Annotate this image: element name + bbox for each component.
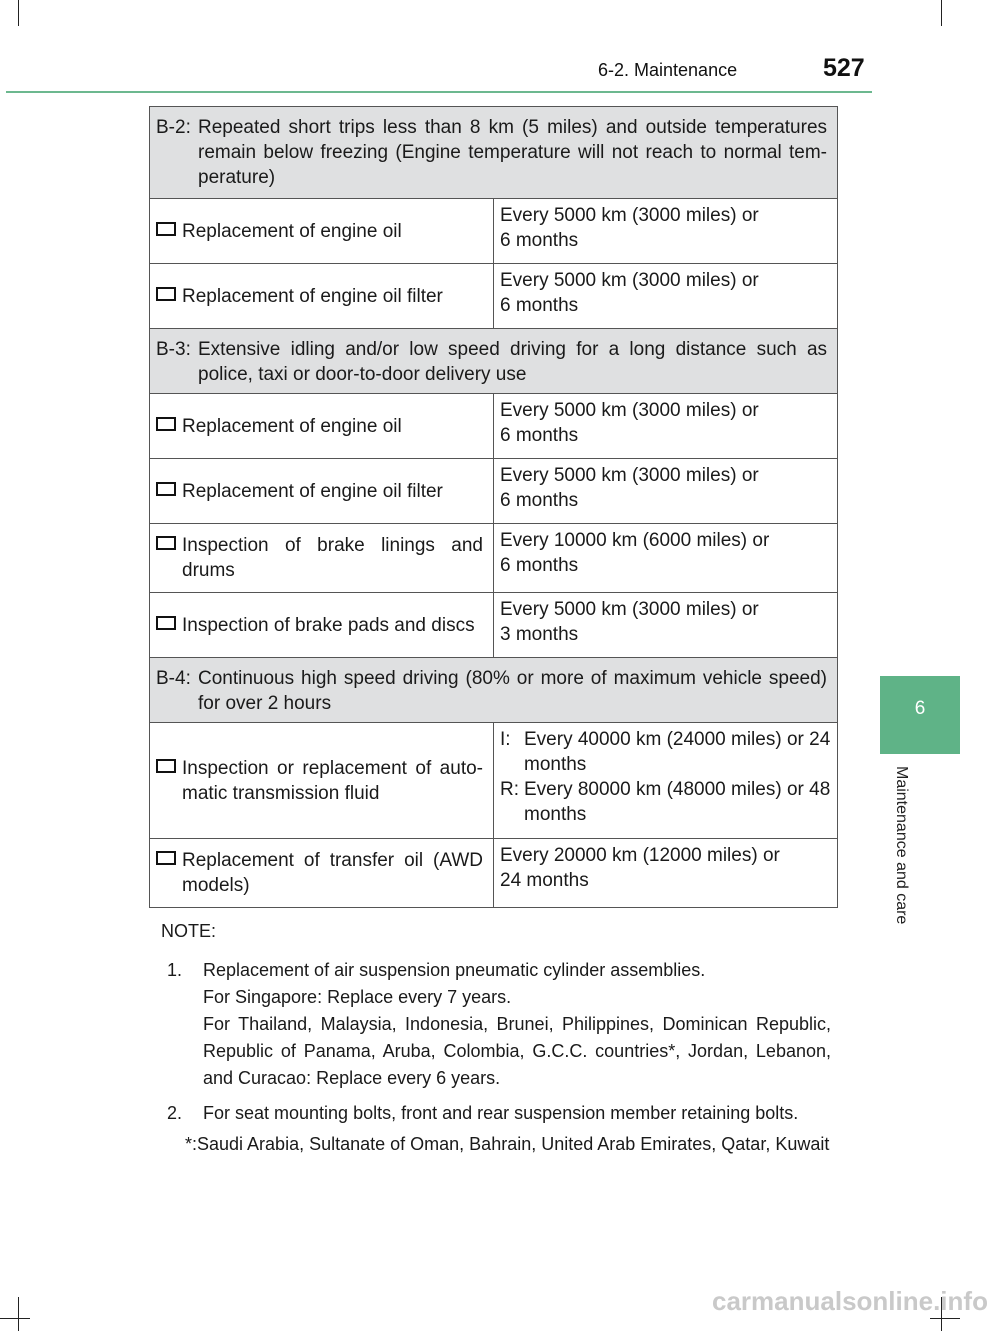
interval-line: Every 5000 km (3000 miles) or [500, 400, 759, 421]
item-row [150, 839, 838, 908]
condition-cell [150, 329, 838, 394]
footnote [161, 1131, 831, 1158]
interval-line: 6 months [500, 555, 579, 576]
header-divider [6, 91, 872, 93]
interval-cell [494, 839, 838, 908]
interval-line: Every 20000 km (12000 miles) or [500, 845, 780, 866]
item-cell [150, 723, 494, 839]
condition-code: B-4: [156, 668, 191, 689]
page-number: 527 [823, 54, 865, 82]
crop-mark [18, 1297, 19, 1331]
crop-mark [941, 0, 942, 26]
checkbox-icon [156, 536, 176, 550]
condition-row [150, 658, 838, 723]
notes-section [161, 918, 831, 1158]
item-row [150, 264, 838, 329]
item-row [150, 199, 838, 264]
checkbox-icon [156, 417, 176, 431]
item-row [150, 723, 838, 839]
interval-line: Every 5000 km (3000 miles) or [500, 205, 759, 226]
interval-cell [494, 459, 838, 524]
condition-text: Repeated short trips less than 8 km (5 miles) and outside temperatures remain below freezing (Engine temperature will not reach to normal tem-perature) [198, 117, 828, 188]
condition-row [150, 107, 838, 199]
note-number: 1. [167, 960, 183, 980]
item-cell [150, 524, 494, 593]
item-text: Replacement of transfer oil (AWD models) [182, 850, 483, 896]
interval-label: I: [500, 729, 511, 750]
item-text: Replacement of engine oil [182, 415, 402, 437]
interval-line: 6 months [500, 425, 579, 446]
note-line: Replacement of air suspension pneumatic cylinder assemblies. [203, 960, 706, 980]
item-text: Replacement of engine oil filter [182, 480, 443, 502]
note-item [161, 957, 831, 1092]
checkbox-icon [156, 851, 176, 865]
checkbox-icon [156, 287, 176, 301]
interval-line: Every 10000 km (6000 miles) or [500, 530, 770, 551]
interval-line: 6 months [500, 230, 579, 251]
crop-mark [930, 1318, 960, 1319]
footnote-text: Saudi Arabia, Sultanate of Oman, Bahrain, United Arab Emirates, Qatar, Kuwait [197, 1134, 830, 1154]
condition-code: B-2: [156, 117, 191, 138]
interval-line: 24 months [500, 870, 589, 891]
interval-label: R: [500, 779, 519, 800]
section-title: 6-2. Maintenance [598, 60, 738, 80]
item-cell [150, 839, 494, 908]
checkbox-icon [156, 616, 176, 630]
crop-mark [0, 1318, 30, 1319]
condition-code: B-3: [156, 339, 191, 360]
note-line: For Thailand, Malaysia, Indonesia, Brunei, Philippines, Dominican Republic, Republic of Panama, Aruba, Colombia, G.C.C. countries*, Jordan, Lebanon, and Curacao: Replace every 6 years. [203, 1014, 831, 1088]
interval-line: Every 5000 km (3000 miles) or [500, 465, 759, 486]
item-row [150, 459, 838, 524]
interval-line: Every 5000 km (3000 miles) or [500, 270, 759, 291]
interval-line: 6 months [500, 295, 579, 316]
footnote-mark: *: [184, 1134, 197, 1154]
interval-cell [494, 394, 838, 459]
maintenance-table [149, 106, 838, 908]
checkbox-icon [156, 482, 176, 496]
item-text: Replacement of engine oil filter [182, 285, 443, 307]
item-cell [150, 199, 494, 264]
note-line: For Singapore: Replace every 7 years. [203, 987, 512, 1007]
note-item [161, 1100, 831, 1127]
chapter-tab [880, 676, 960, 754]
interval-line: Every 80000 km (48000 miles) or 48 months [524, 779, 831, 825]
crop-mark [18, 0, 19, 26]
interval-line: 3 months [500, 624, 579, 645]
condition-text: Extensive idling and/or low speed driving for a long distance such as police, taxi or door-to-door delivery use [198, 339, 828, 385]
interval-line: 6 months [500, 490, 579, 511]
interval-line: Every 5000 km (3000 miles) or [500, 599, 759, 620]
condition-row [150, 329, 838, 394]
chapter-label-text: Maintenance and care [893, 766, 910, 925]
condition-text: Continuous high speed driving (80% or more of maximum vehicle speed) for over 2 hours [198, 668, 828, 714]
note-number: 2. [167, 1103, 183, 1123]
item-row [150, 593, 838, 658]
checkbox-icon [156, 759, 176, 773]
item-text: Inspection or replacement of auto-matic transmission fluid [182, 757, 483, 804]
note-line: For seat mounting bolts, front and rear suspension member retaining bolts. [203, 1103, 799, 1123]
item-cell [150, 459, 494, 524]
item-cell [150, 593, 494, 658]
item-text: Replacement of engine oil [182, 220, 402, 242]
condition-cell [150, 658, 838, 723]
item-row [150, 394, 838, 459]
item-row [150, 524, 838, 593]
interval-cell [494, 199, 838, 264]
item-text: Inspection of brake pads and discs [182, 614, 475, 636]
checkbox-icon [156, 222, 176, 236]
interval-cell [494, 524, 838, 593]
item-text: Inspection of brake linings and drums [182, 535, 483, 581]
interval-cell [494, 593, 838, 658]
watermark: carmanualsonline.info [712, 1286, 988, 1316]
item-cell [150, 264, 494, 329]
chapter-label [876, 766, 916, 986]
interval-cell [494, 264, 838, 329]
item-cell [150, 394, 494, 459]
chapter-number: 6 [914, 698, 926, 719]
condition-cell [150, 107, 838, 199]
interval-line: Every 40000 km (24000 miles) or 24 months [524, 729, 831, 775]
notes-title: NOTE: [161, 921, 217, 941]
interval-cell [494, 723, 838, 839]
